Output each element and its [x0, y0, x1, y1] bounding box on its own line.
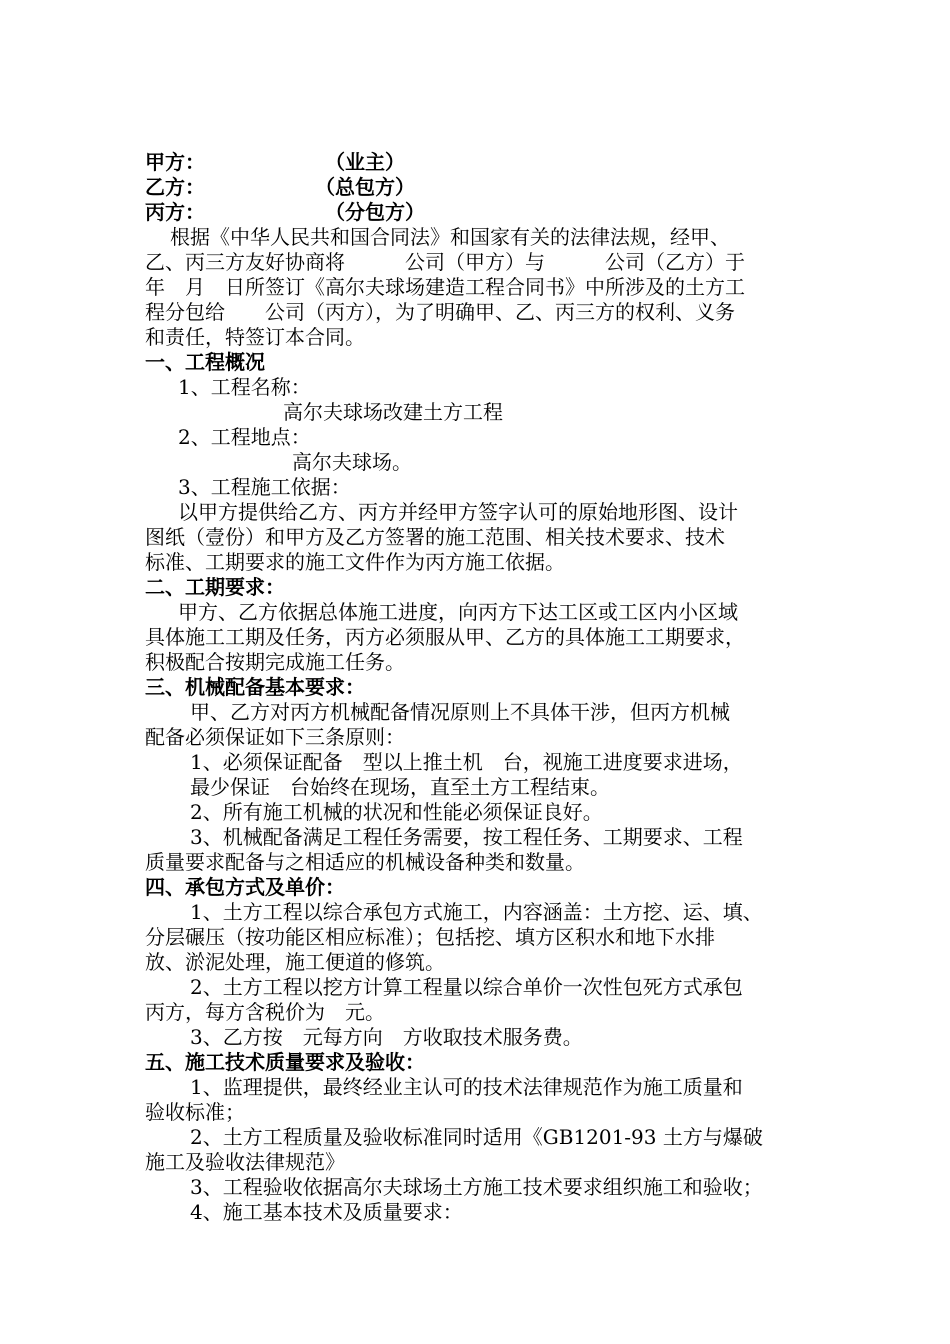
intro-line: 年 月 日所签订《高尔夫球场建造工程合同书》中所涉及的土方工: [145, 275, 745, 299]
party-a-label: 甲方：: [145, 150, 205, 174]
quality-line: 施工及验收法律规范》: [145, 1150, 345, 1174]
contract-method-line: 2、土方工程以挖方计算工程量以综合单价一次性包死方式承包: [190, 975, 743, 999]
quality-line: 4、施工基本技术及质量要求：: [190, 1200, 463, 1224]
project-name-label: 1、工程名称：: [178, 375, 311, 399]
intro-line: 程分包给 公司（丙方），为了明确甲、乙、丙三方的权利、义务: [145, 300, 735, 324]
quality-line: 1、监理提供，最终经业主认可的技术法律规范作为施工质量和: [190, 1075, 743, 1099]
quality-line: 3、工程验收依据高尔夫球场土方施工技术要求组织施工和验收；: [190, 1175, 763, 1199]
machinery-line: 最少保证 台始终在现场，直至土方工程结束。: [190, 775, 610, 799]
construction-basis-line: 标准、工期要求的施工文件作为丙方施工依据。: [145, 550, 565, 574]
section-heading-contract-method: 四、承包方式及单价：: [145, 875, 345, 899]
intro-line: 根据《中华人民共和国合同法》和国家有关的法律法规，经甲、: [170, 225, 730, 249]
machinery-line: 甲、乙方对丙方机械配备情况原则上不具体干涉，但丙方机械: [190, 700, 730, 724]
machinery-line: 质量要求配备与之相适应的机械设备种类和数量。: [145, 850, 585, 874]
machinery-line: 配备必须保证如下三条原则：: [145, 725, 405, 749]
contract-method-line: 丙方，每方含税价为 元。: [145, 1000, 385, 1024]
party-a-role: （业主）: [325, 150, 405, 174]
construction-basis-line: 以甲方提供给乙方、丙方并经甲方签字认可的原始地形图、设计: [178, 500, 738, 524]
intro-line: 和责任，特签订本合同。: [145, 325, 365, 349]
section-heading-schedule: 二、工期要求：: [145, 575, 285, 599]
schedule-line: 积极配合按期完成施工任务。: [145, 650, 405, 674]
construction-basis-label: 3、工程施工依据：: [178, 475, 351, 499]
section-heading-overview: 一、工程概况: [145, 350, 265, 374]
party-b-label: 乙方：: [145, 175, 205, 199]
project-location-value: 高尔夫球场。: [292, 450, 412, 474]
schedule-line: 具体施工工期及任务，丙方必须服从甲、乙方的具体施工工期要求，: [145, 625, 745, 649]
machinery-line: 2、所有施工机械的状况和性能必须保证良好。: [190, 800, 603, 824]
party-b-role: （总包方）: [315, 175, 415, 199]
intro-line: 乙、丙三方友好协商将 公司（甲方）与 公司（乙方）于: [145, 250, 745, 274]
schedule-line: 甲方、乙方依据总体施工进度，向丙方下达工区或工区内小区域: [178, 600, 738, 624]
project-name-value: 高尔夫球场改建土方工程: [283, 400, 503, 424]
section-heading-quality: 五、施工技术质量要求及验收：: [145, 1050, 425, 1074]
contract-method-line: 1、土方工程以综合承包方式施工，内容涵盖：土方挖、运、填、: [190, 900, 763, 924]
contract-method-line: 放、淤泥处理，施工便道的修筑。: [145, 950, 445, 974]
party-c-role: （分包方）: [325, 200, 425, 224]
machinery-line: 3、机械配备满足工程任务需要，按工程任务、工期要求、工程: [190, 825, 743, 849]
section-heading-machinery: 三、机械配备基本要求：: [145, 675, 365, 699]
party-c-label: 丙方：: [145, 200, 205, 224]
machinery-line: 1、必须保证配备 型以上推土机 台，视施工进度要求进场，: [190, 750, 743, 774]
project-location-label: 2、工程地点：: [178, 425, 311, 449]
contract-method-line: 3、乙方按 元每方向 方收取技术服务费。: [190, 1025, 583, 1049]
quality-line: 2、土方工程质量及验收标准同时适用《GB1201-93 土方与爆破: [190, 1125, 763, 1149]
quality-line: 验收标准；: [145, 1100, 245, 1124]
contract-method-line: 分层碾压（按功能区相应标准）；包括挖、填方区积水和地下水排: [145, 925, 715, 949]
construction-basis-line: 图纸（壹份）和甲方及乙方签署的施工范围、相关技术要求、技术: [145, 525, 725, 549]
